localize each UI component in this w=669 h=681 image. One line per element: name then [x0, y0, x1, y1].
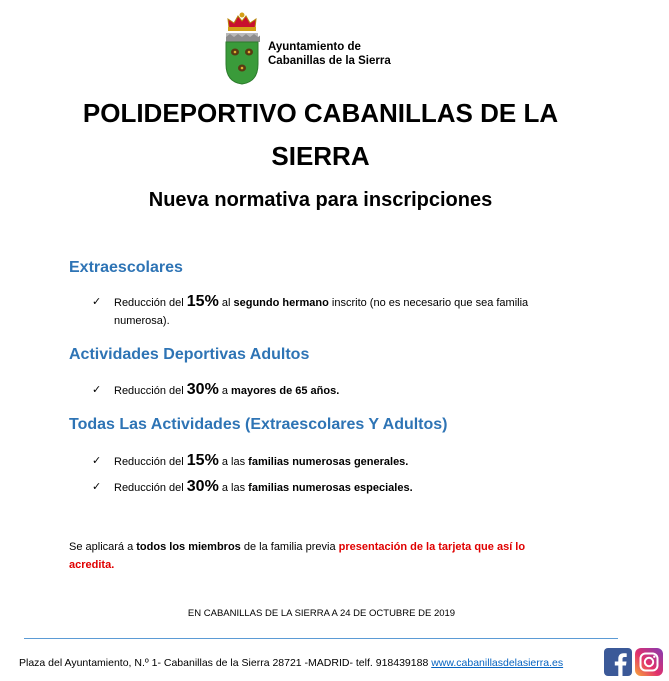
list-item: ✓ Reducción del 15% al segundo hermano inscrito (no es necesario que sea familia numerosa). [92, 293, 529, 327]
check-icon: ✓ [92, 296, 102, 308]
website-link[interactable]: www.cabanillasdelasierra.es [431, 657, 564, 669]
list-item: ✓ Reducción del 15% a las familias numerosas generales. [92, 452, 409, 469]
discount-percent: 30% [186, 381, 219, 398]
page-title: POLIDEPORTIVO CABANILLAS DE LA SIERRA [82, 98, 559, 171]
instagram-icon[interactable] [635, 648, 663, 676]
discount-percent: 30% [186, 478, 219, 495]
facebook-icon[interactable] [604, 648, 632, 676]
coat-of-arms-logo [224, 12, 260, 86]
page-subtitle: Nueva normativa para inscripciones [148, 189, 493, 211]
discount-percent: 15% [186, 452, 219, 469]
discount-percent: 15% [186, 293, 219, 310]
org-name-line2: Cabanillas de la Sierra [268, 55, 391, 67]
check-icon: ✓ [92, 481, 102, 493]
footer-divider [24, 638, 618, 639]
section-heading-todas: Todas Las Actividades (Extraescolares Y Adultos) [69, 416, 448, 433]
org-name-line1: Ayuntamiento de [268, 41, 361, 53]
list-item: ✓ Reducción del 30% a las familias numerosas especiales. [92, 478, 413, 495]
requirement-note: Se aplicará a todos los miembros de la familia previa presentación de la tarjeta que así lo acredita. [69, 541, 526, 571]
section-heading-adultos: Actividades Deportivas Adultos [69, 346, 310, 363]
footer-address: Plaza del Ayuntamiento, N.º 1- Cabanillas de la Sierra 28721 -MADRID- telf. 918439188 www.cabanillasdelasierra.es [19, 657, 564, 669]
check-icon: ✓ [92, 384, 102, 396]
list-item: ✓ Reducción del 30% a mayores de 65 años. [92, 381, 340, 398]
date-line: EN CABANILLAS DE LA SIERRA A 24 DE OCTUBRE DE 2019 [187, 608, 456, 619]
section-heading-extraescolares: Extraescolares [69, 259, 183, 276]
check-icon: ✓ [92, 455, 102, 467]
